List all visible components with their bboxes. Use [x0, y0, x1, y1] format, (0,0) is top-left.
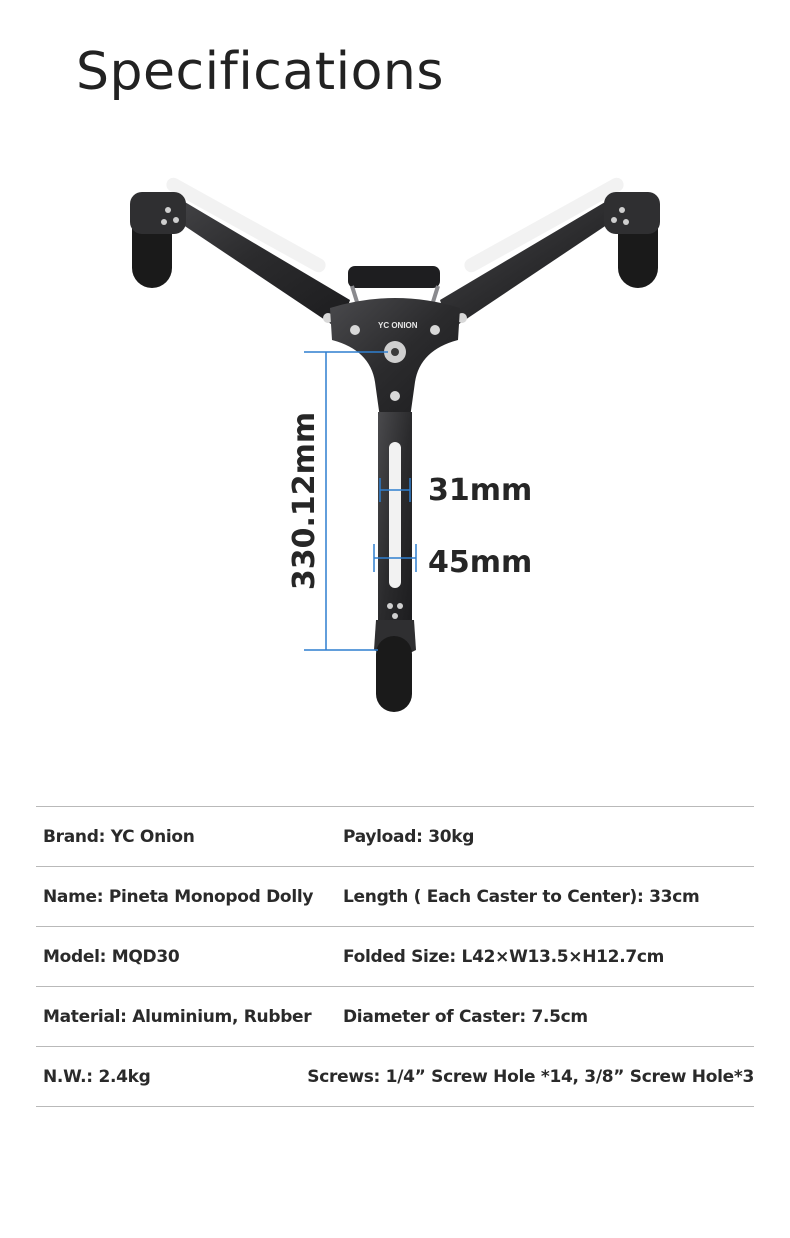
- spec-row: [36, 986, 754, 1046]
- left-arm: [130, 175, 350, 330]
- spec-row: [36, 866, 754, 926]
- spec-name: Name: Pineta Monopod Dolly: [43, 886, 314, 907]
- height-dimension: [287, 352, 388, 650]
- spec-payload: Payload: 30kg: [343, 826, 475, 847]
- spec-folded-size: Folded Size: L42×W13.5×H12.7cm: [343, 946, 665, 967]
- height-label: 330.12mm: [287, 411, 322, 591]
- spec-row: [36, 1046, 754, 1107]
- spec-caster-diameter: Diameter of Caster: 7.5cm: [343, 1006, 588, 1027]
- page-title: Specifications: [76, 42, 444, 102]
- spec-brand: Brand: YC Onion: [43, 826, 195, 847]
- dolly-diagram: [0, 150, 790, 750]
- slot-width-label: 31mm: [428, 473, 533, 508]
- product-figure: [0, 150, 790, 750]
- spec-row: [36, 806, 754, 866]
- spec-model: Model: MQD30: [43, 946, 180, 967]
- right-arm: [440, 175, 660, 330]
- spec-net-weight: N.W.: 2.4kg: [43, 1066, 151, 1087]
- brand-logo: YC ONION: [378, 321, 418, 330]
- spec-length: Length ( Each Caster to Center): 33cm: [343, 886, 700, 907]
- spec-screws: Screws: 1/4” Screw Hole *14, 3/8” Screw Hole*3: [307, 1066, 754, 1087]
- spec-table: [36, 806, 754, 1107]
- spec-material: Material: Aluminium, Rubber: [43, 1006, 312, 1027]
- spec-row: [36, 926, 754, 986]
- front-leg: [374, 412, 416, 712]
- leg-width-label: 45mm: [428, 545, 533, 580]
- center-hub: [330, 298, 460, 418]
